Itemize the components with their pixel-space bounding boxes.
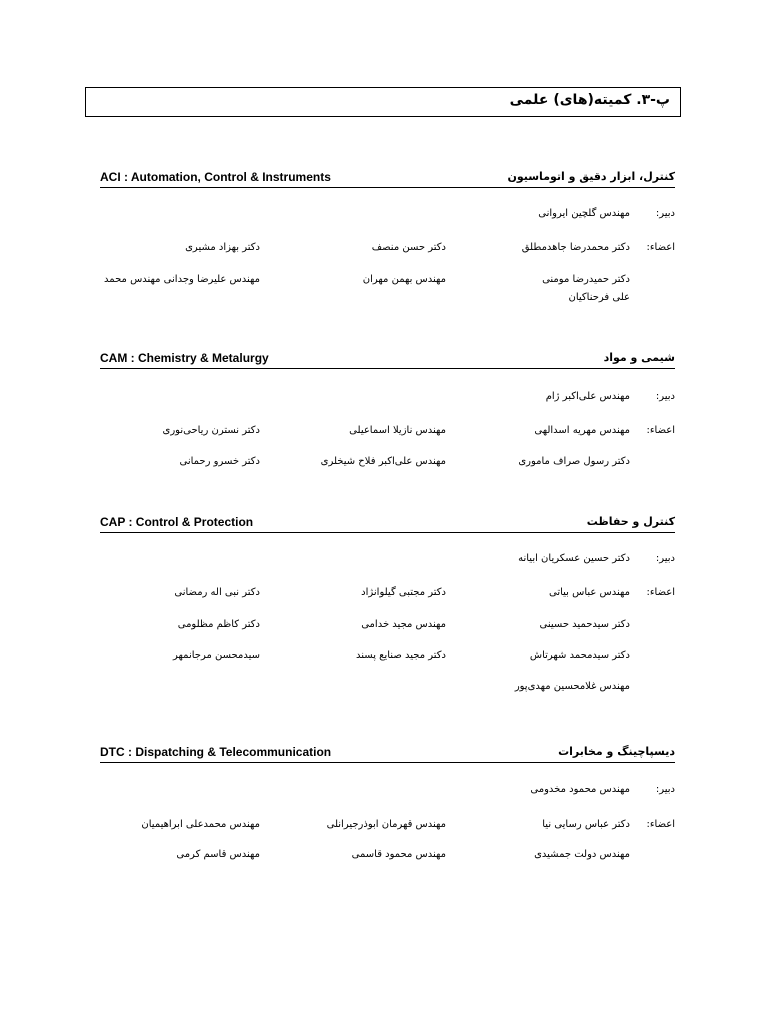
secretary-label: دبیر: bbox=[655, 553, 675, 564]
section-english-title: ACI : Automation, Control & Instruments bbox=[100, 170, 331, 184]
member-name: دکتر عباس رسایی نیا bbox=[542, 819, 630, 830]
member-name: مهندس بهمن مهران bbox=[362, 274, 446, 285]
section-persian-title: کنترل، ابزار دقیق و اتوماسیون bbox=[507, 170, 675, 183]
page-title: پ-۳. کمیته(های) علمی bbox=[509, 92, 670, 108]
secretary-label: دبیر: bbox=[655, 391, 675, 402]
member-name: مهندس غلامحسین مهدی‌پور bbox=[514, 681, 630, 692]
section-header bbox=[100, 516, 675, 533]
member-name: دکتر مجید صنایع پسند bbox=[356, 650, 446, 661]
section-english-title: CAM : Chemistry & Metalurgy bbox=[100, 351, 269, 365]
section-header bbox=[100, 171, 675, 188]
section-header bbox=[100, 352, 675, 369]
section-persian-title: کنترل و حفاظت bbox=[586, 515, 675, 528]
member-name: مهندس مهریه اسدالهی bbox=[534, 425, 630, 436]
member-name: مهندس قهرمان ابوذرجیرانلی bbox=[326, 819, 446, 830]
member-name: دکتر کاظم مظلومی bbox=[177, 619, 260, 630]
member-name: مهندس علیرضا وجدانی مهندس محمد bbox=[104, 274, 260, 285]
section-english-title: CAP : Control & Protection bbox=[100, 515, 254, 529]
member-name: دکتر محمدرضا جاهدمطلق bbox=[521, 242, 630, 253]
members-label: اعضاء: bbox=[646, 242, 675, 253]
member-name: مهندس علی‌اکبر فلاح شیخلری bbox=[320, 456, 446, 467]
member-name: مهندس محمود قاسمی bbox=[351, 849, 446, 860]
title-box bbox=[85, 87, 681, 117]
section-header bbox=[100, 746, 675, 763]
secretary-name: مهندس گلچین ایروانی bbox=[538, 208, 630, 219]
member-name: مهندس قاسم کرمی bbox=[176, 849, 260, 860]
members-label: اعضاء: bbox=[646, 587, 675, 598]
member-name-continued: علی فرحناکیان bbox=[568, 292, 630, 303]
section-english-title: DTC : Dispatching & Telecommunication bbox=[100, 745, 332, 759]
member-name: دکتر مجتبی گیلوانژاد bbox=[361, 587, 446, 598]
member-name: دکتر رسول صراف ماموری bbox=[518, 456, 630, 467]
member-name: مهندس عباس بیاتی bbox=[548, 587, 630, 598]
members-label: اعضاء: bbox=[646, 819, 675, 830]
secretary-name: مهندس محمود مخدومی bbox=[530, 784, 630, 795]
members-label: اعضاء: bbox=[646, 425, 675, 436]
secretary-label: دبیر: bbox=[655, 208, 675, 219]
member-name: دکتر خسرو رحمانی bbox=[179, 456, 260, 467]
secretary-name: مهندس علی‌اکبر ژام bbox=[545, 391, 630, 402]
section-persian-title: دیسپاچینگ و مخابرات bbox=[558, 745, 675, 758]
member-name: مهندس محمدعلی ابراهیمیان bbox=[141, 819, 260, 830]
member-name: مهندس مجید خدامی bbox=[361, 619, 446, 630]
secretary-label: دبیر: bbox=[655, 784, 675, 795]
member-name: دکتر سیدحمید حسینی bbox=[539, 619, 630, 630]
member-name: سیدمحسن مرجانمهر bbox=[173, 650, 260, 661]
member-name: دکتر نبی اله رمضانی bbox=[174, 587, 260, 598]
section-persian-title: شیمی و مواد bbox=[603, 351, 675, 364]
member-name: مهندس دولت جمشیدی bbox=[534, 849, 630, 860]
member-name: دکتر نسترن ریاحی‌نوری bbox=[162, 425, 260, 436]
secretary-name: دکتر حسین عسکریان ابیانه bbox=[518, 553, 630, 564]
member-name: دکتر حسن منصف bbox=[371, 242, 446, 253]
member-name: دکتر حمیدرضا مومنی bbox=[542, 274, 630, 285]
member-name: مهندس نازیلا اسماعیلی bbox=[349, 425, 446, 436]
member-name: دکتر سیدمحمد شهرتاش bbox=[529, 650, 630, 661]
member-name: دکتر بهزاد مشیری bbox=[185, 242, 260, 253]
